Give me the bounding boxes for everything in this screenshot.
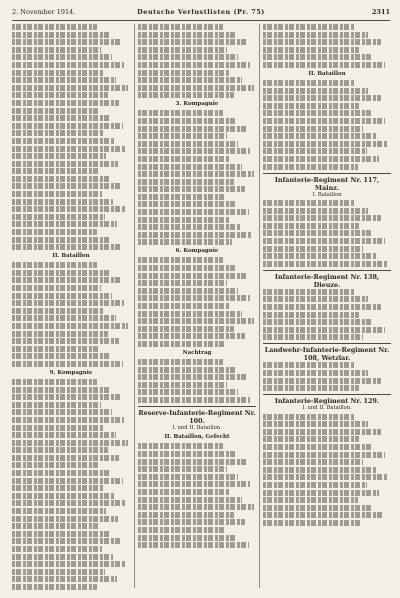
casualty-entry-line [12, 432, 116, 438]
casualty-entry-line [12, 402, 101, 408]
casualty-entry-line [138, 118, 235, 124]
casualty-entry-line [263, 421, 368, 427]
casualty-entry-line [138, 535, 237, 541]
casualty-entry-line [263, 215, 381, 221]
casualty-entry-line [12, 379, 97, 385]
casualty-entry-line [12, 206, 125, 212]
casualty-entry-line [138, 265, 235, 271]
casualty-entry-line [12, 561, 125, 567]
casualty-entry-line [12, 277, 121, 283]
casualty-entry-line [263, 39, 381, 45]
casualty-entry-line [12, 500, 126, 506]
casualty-entry-line [263, 304, 381, 310]
casualty-entry-line [12, 62, 124, 68]
section-heading: II. Bataillon [52, 253, 90, 260]
casualty-entry-line [263, 200, 355, 206]
casualty-entry-line [263, 230, 372, 236]
casualty-entry-line [12, 77, 116, 83]
casualty-entry-line [12, 285, 101, 291]
casualty-entry-line [12, 323, 128, 329]
casualty-entry-line [138, 311, 242, 317]
casualty-entry-line [12, 229, 97, 235]
casualty-entry-line [12, 554, 113, 560]
casualty-entry-line [263, 497, 358, 503]
casualty-entry-line [138, 194, 225, 200]
casualty-entry-line [12, 108, 99, 114]
casualty-entry-line [12, 191, 102, 197]
casualty-entry-line [12, 54, 112, 60]
casualty-list-block [12, 379, 130, 590]
casualty-entry-line [138, 443, 223, 449]
casualty-list-block [263, 289, 391, 341]
casualty-entry-line [12, 92, 108, 98]
casualty-entry-line [12, 123, 123, 129]
casualty-entry-line [263, 482, 367, 488]
casualty-entry-line [138, 92, 234, 98]
casualty-entry-line [138, 179, 234, 185]
casualty-entry-line [138, 333, 245, 339]
casualty-entry-line [12, 24, 97, 30]
casualty-entry-line [12, 546, 102, 552]
casualty-list-block [138, 110, 256, 245]
casualty-entry-line [263, 148, 367, 154]
casualty-entry-line [12, 478, 123, 484]
casualty-entry-line [12, 361, 123, 367]
casualty-entry-line [138, 459, 247, 465]
column-divider [134, 24, 135, 588]
casualty-list-block [138, 443, 256, 548]
casualty-entry-line [263, 253, 376, 259]
casualty-entry-line [138, 481, 250, 487]
casualty-list-block [263, 362, 391, 391]
section-heading: 6. Kompagnie [175, 248, 219, 255]
page-header [12, 6, 390, 21]
casualty-entry-line [138, 47, 227, 53]
casualty-entry-line [12, 214, 105, 220]
casualty-entry-line [12, 183, 122, 189]
casualty-entry-line [138, 32, 235, 38]
regiment-heading: Infanterie-Regiment Nr. 129. [263, 394, 391, 405]
casualty-entry-line [263, 296, 368, 302]
casualty-entry-line [263, 289, 355, 295]
casualty-entry-line [12, 39, 121, 45]
casualty-entry-line [138, 232, 252, 238]
casualty-entry-line [12, 270, 109, 276]
casualty-entry-line [12, 199, 113, 205]
casualty-entry-line [12, 485, 103, 491]
casualty-entry-line [138, 39, 247, 45]
casualty-entry-line [263, 444, 372, 450]
casualty-entry-line [12, 455, 119, 461]
casualty-entry-line [12, 531, 110, 537]
casualty-entry-line [138, 288, 238, 294]
casualty-entry-line [263, 62, 385, 68]
casualty-list-block [263, 80, 391, 170]
section-heading: II. Bataillon [308, 70, 346, 77]
regiment-heading: Reserve-Infanterie-Regiment Nr. 100. [138, 406, 256, 425]
casualty-entry-line [12, 353, 111, 359]
casualty-entry-line [138, 295, 250, 301]
casualty-entry-line [12, 176, 110, 182]
casualty-entry-line [12, 115, 111, 121]
casualty-entry-line [12, 331, 108, 337]
casualty-entry-line [138, 397, 250, 403]
casualty-entry-line [263, 370, 368, 376]
casualty-entry-line [138, 466, 227, 472]
casualty-entry-line [263, 110, 372, 116]
casualty-entry-line [138, 519, 245, 525]
casualty-entry-line [12, 315, 116, 321]
casualty-entry-line [263, 362, 355, 368]
casualty-list-block [138, 359, 256, 403]
casualty-entry-line [12, 300, 124, 306]
casualty-entry-line [263, 223, 359, 229]
regiment-heading: Infanterie-Regiment Nr. 138, Dieuze. [263, 270, 391, 289]
casualty-entry-line [138, 62, 250, 68]
casualty-entry-line [263, 141, 388, 147]
casualty-entry-line [12, 161, 118, 167]
casualty-entry-line [138, 474, 238, 480]
casualty-list-block [138, 257, 256, 347]
casualty-entry-line [138, 239, 232, 245]
casualty-list-block [12, 262, 130, 367]
section-heading: Nachtrag [182, 349, 212, 356]
battalion-subheading: I. Bataillon [312, 191, 342, 198]
casualty-entry-line [138, 303, 230, 309]
casualty-entry-line [263, 452, 385, 458]
casualty-entry-line [138, 451, 235, 457]
page-title: Deutsche Verlustlisten (Pr. 75) [137, 8, 265, 16]
casualty-entry-line [12, 70, 104, 76]
casualty-entry-line [12, 508, 106, 514]
casualty-entry-line [138, 85, 254, 91]
casualty-entry-line [138, 224, 241, 230]
casualty-entry-line [12, 440, 128, 446]
casualty-entry-line [263, 414, 355, 420]
casualty-entry-line [12, 409, 112, 415]
casualty-entry-line [263, 24, 355, 30]
casualty-entry-line [263, 88, 368, 94]
casualty-entry-line [12, 138, 115, 144]
casualty-entry-line [263, 312, 359, 318]
casualty-entry-line [138, 318, 254, 324]
casualty-entry-line [12, 470, 111, 476]
section-heading: II. Bataillon, Gefecht [164, 434, 230, 441]
casualty-entry-line [12, 146, 126, 152]
casualty-entry-line [263, 474, 388, 480]
casualty-entry-line [12, 569, 105, 575]
casualty-entry-line [138, 209, 249, 215]
casualty-entry-line [263, 208, 368, 214]
casualty-entry-line [263, 505, 371, 511]
column-2 [138, 24, 256, 590]
casualty-entry-line [263, 32, 368, 38]
casualty-entry-line [263, 261, 388, 267]
casualty-entry-line [12, 47, 101, 53]
casualty-entry-line [263, 334, 363, 340]
casualty-entry-line [12, 293, 112, 299]
casualty-entry-line [138, 126, 247, 132]
casualty-entry-line [12, 447, 108, 453]
casualty-entry-line [138, 326, 234, 332]
casualty-entry-line [138, 133, 227, 139]
casualty-entry-line [138, 389, 238, 395]
casualty-entry-line [12, 262, 97, 268]
casualty-entry-line [12, 100, 119, 106]
casualty-list-block [263, 24, 391, 68]
section-heading: 9. Kompagnie [49, 369, 93, 376]
casualty-entry-line [138, 24, 223, 30]
casualty-entry-line [12, 244, 121, 250]
casualty-list-block [12, 24, 130, 250]
casualty-entry-line [138, 489, 230, 495]
casualty-entry-line [138, 374, 247, 380]
casualty-entry-line [12, 85, 128, 91]
battalion-subheading: I. und II. Bataillon. [302, 405, 352, 412]
casualty-entry-line [138, 171, 254, 177]
casualty-entry-line [263, 520, 362, 526]
casualty-entry-line [138, 156, 230, 162]
section-heading: 3. Kompagnie [175, 101, 219, 108]
casualty-entry-line [138, 217, 229, 223]
casualty-entry-line [138, 382, 227, 388]
casualty-list-block [263, 414, 391, 526]
casualty-entry-line [263, 103, 359, 109]
casualty-entry-line [263, 512, 383, 518]
regiment-heading: Infanterie-Regiment Nr. 117, Mainz. [263, 173, 391, 192]
casualty-entry-line [138, 164, 242, 170]
issue-date: 2. November 1914. [12, 8, 76, 16]
casualty-entry-line [12, 425, 104, 431]
casualty-entry-line [263, 467, 376, 473]
casualty-entry-line [138, 359, 223, 365]
casualty-entry-line [263, 327, 385, 333]
column-3 [263, 24, 391, 590]
casualty-entry-line [138, 257, 223, 263]
casualty-entry-line [263, 47, 359, 53]
column-divider [259, 24, 260, 588]
casualty-entry-line [12, 387, 109, 393]
casualty-entry-line [263, 126, 363, 132]
casualty-entry-line [138, 497, 242, 503]
casualty-list-block [263, 200, 391, 267]
casualty-entry-line [138, 110, 223, 116]
casualty-entry-line [12, 32, 109, 38]
casualty-entry-line [138, 512, 234, 518]
casualty-entry-line [12, 394, 121, 400]
casualty-entry-line [263, 156, 379, 162]
casualty-entry-line [12, 584, 97, 590]
casualty-entry-line [138, 54, 238, 60]
casualty-entry-line [263, 133, 376, 139]
casualty-entry-line [138, 504, 254, 510]
casualty-entry-line [138, 542, 249, 548]
casualty-entry-line [12, 516, 118, 522]
casualty-entry-line [263, 459, 363, 465]
casualty-entry-line [138, 186, 245, 192]
casualty-entry-line [12, 346, 99, 352]
casualty-entry-line [12, 237, 109, 243]
casualty-entry-line [138, 201, 237, 207]
casualty-entry-line [12, 153, 106, 159]
casualty-entry-line [138, 70, 230, 76]
casualty-entry-line [138, 141, 238, 147]
casualty-entry-line [12, 338, 119, 344]
casualty-entry-line [12, 523, 98, 529]
regiment-heading: Landwehr-Infanterie-Regiment Nr. 108, Wetzlar. [263, 343, 391, 362]
casualty-entry-line [138, 148, 250, 154]
casualty-entry-line [263, 54, 372, 60]
casualty-entry-line [12, 538, 122, 544]
casualty-entry-line [12, 462, 99, 468]
casualty-entry-line [263, 385, 359, 391]
casualty-entry-line [138, 367, 235, 373]
casualty-entry-line [12, 308, 104, 314]
casualty-entry-line [138, 527, 225, 533]
casualty-entry-line [12, 168, 98, 174]
casualty-entry-line [12, 221, 117, 227]
casualty-entry-line [263, 378, 381, 384]
casualty-entry-line [263, 490, 379, 496]
column-1 [12, 24, 130, 590]
casualty-entry-line [138, 341, 225, 347]
casualty-entry-line [138, 273, 247, 279]
casualty-entry-line [263, 436, 359, 442]
casualty-entry-line [12, 493, 115, 499]
casualty-entry-line [263, 319, 372, 325]
casualty-entry-line [263, 429, 381, 435]
casualty-list-block [138, 24, 256, 98]
casualty-entry-line [138, 77, 242, 83]
casualty-entry-line [263, 238, 385, 244]
casualty-entry-line [263, 164, 358, 170]
casualty-entry-line [263, 118, 385, 124]
casualty-entry-line [263, 246, 363, 252]
page-number: 2311 [371, 8, 390, 16]
casualty-entry-line [12, 130, 103, 136]
casualty-entry-line [12, 417, 124, 423]
casualty-entry-line [263, 80, 355, 86]
battalion-subheading: I. und II. Bataillon. [172, 424, 222, 431]
casualty-entry-line [138, 280, 227, 286]
casualty-entry-line [263, 95, 381, 101]
casualty-entry-line [12, 576, 117, 582]
